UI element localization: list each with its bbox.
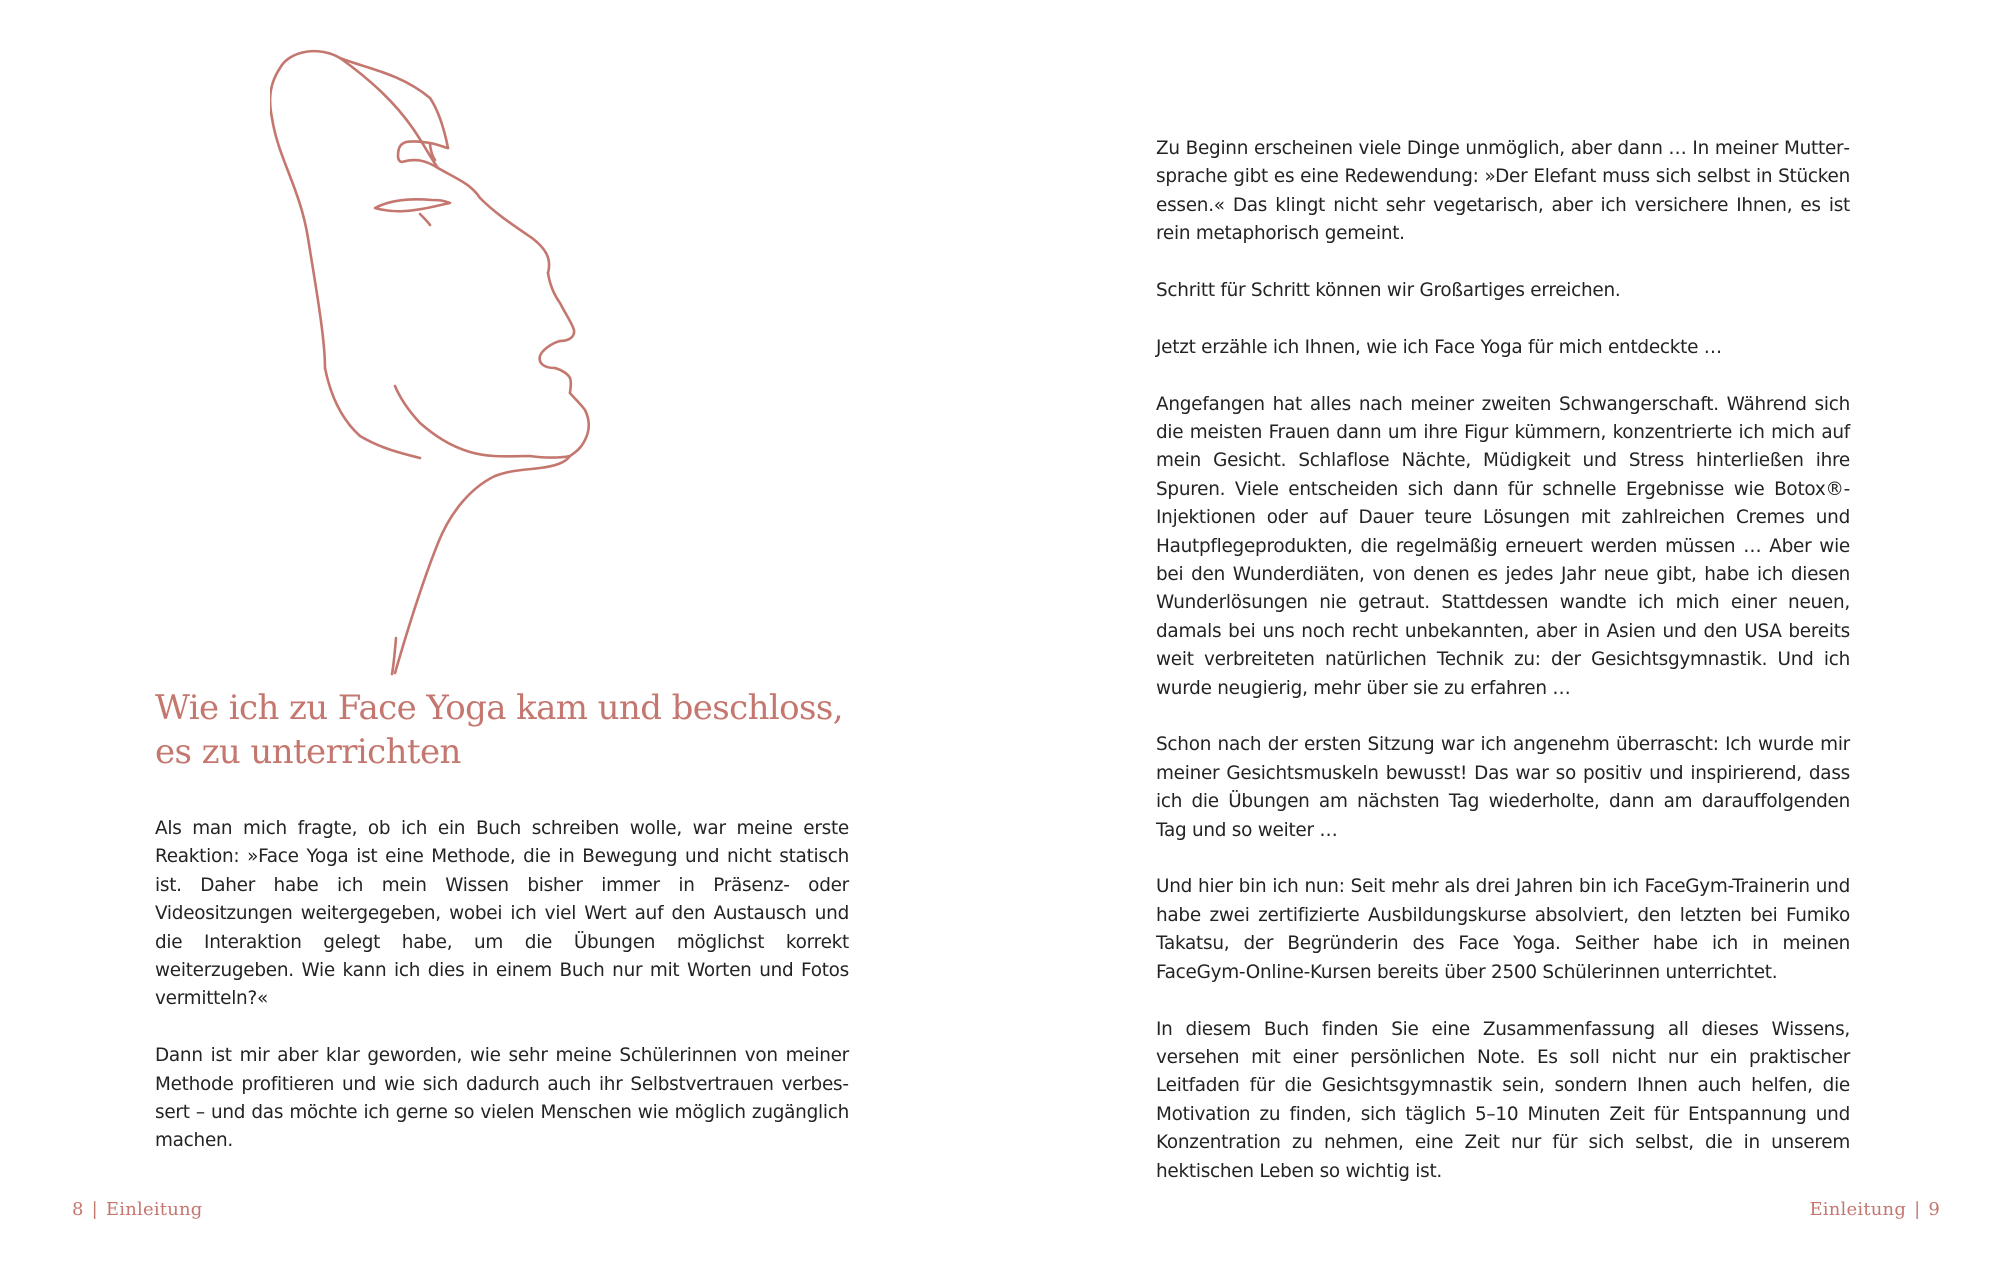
- right-page: [996, 0, 1992, 1280]
- paragraph: Dann ist mir aber klar geworden, wie sehr meine Schülerinnen von meiner Methode profitieren und wie sich dadurch auch ihr Selbstvertrauen verbessert – und das möchte ich gerne so vielen Menschen wie möglich zugänglich machen.: [155, 1045, 849, 1152]
- woman-profile-line-drawing-icon: [270, 38, 650, 678]
- paragraph: Angefangen hat alles nach meiner zweiten Schwangerschaft. Während sich die meisten Frauen dann um ihre Figur kümmern, konzentrierte ich mich auf mein Gesicht. Schlaflose Nächte, Müdigkeit und Stress hinterließen ihre Spuren. Viele entscheiden sich dann für schnelle Ergebnisse wie Botox®-Injektionen oder auf Dauer teure Lösungen mit zahlreichen Cremes und Hautpflegeprodukten, die regelmäßig erneuert werden müssen … Aber wie bei den Wunderdiäten, von denen es jedes Jahr neue gibt, habe ich diesen Wunderlösungen nie getraut. Stattdessen wandte ich mich einer neuen, damals bei uns noch recht unbekannten, aber in Asien und den USA bereits weit verbreiteten natürlichen Technik zu: der Gesichtsgymnastik. Und ich wurde neugierig, mehr über sie zu erfahren …: [1156, 393, 1850, 699]
- paragraph: Jetzt erzähle ich Ihnen, wie ich Face Yoga für mich entdeckte …: [1156, 336, 1722, 358]
- running-header-label: Einleitung: [105, 1199, 203, 1220]
- right-body-text: [1156, 135, 1850, 1214]
- paragraph: In diesem Buch finden Sie eine Zusammenfassung all dieses Wissens, versehen mit einer persönlichen Note. Es soll nicht nur ein praktischer Leitfaden für die Gesichtsgymnastik sein, sondern Ihnen auch helfen, die Motivation zu finden, sich täglich 5–10 Minuten Zeit für Entspannung und Konzentration zu nehmen, eine Zeit nur für sich selbst, die in unserem hektischen Leben so wichtig ist.: [1156, 1018, 1850, 1182]
- page-number: 9: [1928, 1199, 1940, 1220]
- paragraph: Schritt für Schritt können wir Großartiges erreichen.: [1156, 280, 1621, 302]
- left-body-text: [155, 815, 849, 1184]
- right-page-footer: [1809, 1199, 1940, 1220]
- paragraph: Als man mich fragte, ob ich ein Buch schreiben wolle, war meine erste Reaktion: »Face Yoga ist eine Methode, die in Bewegung und nicht statisch ist. Daher habe ich mein Wissen bisher immer in Präsenz- oder Videositzungen weitergegeben, wobei ich viel Wert auf den Austausch und die Interaktion gelegt habe, um die Übungen möglichst korrekt weiterzugeben. Wie kann ich dies in einem Buch nur mit Worten und Fotos vermitteln?«: [155, 818, 849, 1010]
- chapter-title-line-2: es zu unterrichten: [155, 732, 461, 772]
- page-number: 8: [72, 1199, 84, 1220]
- paragraph: Zu Beginn erscheinen viele Dinge unmöglich, aber dann … In meiner Muttersprache gibt es eine Redewendung: »Der Elefant muss sich selbst in Stücken essen.« Das klingt nicht sehr vegetarisch, aber ich versichere Ihnen, es ist rein metaphorisch gemeint.: [1156, 138, 1850, 245]
- footer-separator: |: [91, 1199, 98, 1220]
- paragraph: Schon nach der ersten Sitzung war ich angenehm überrascht: Ich wurde mir meiner Gesichtsmuskeln bewusst! Das war so positiv und inspirierend, dass ich die Übungen am nächsten Tag wiederholte, dann am darauffolgenden Tag und so weiter …: [1156, 734, 1850, 841]
- footer-separator: |: [1914, 1199, 1921, 1220]
- running-header-label: Einleitung: [1809, 1199, 1907, 1220]
- left-page-footer: [72, 1199, 203, 1220]
- chapter-title-line-1: Wie ich zu Face Yoga kam und beschloss,: [155, 688, 843, 728]
- chapter-title: [155, 686, 855, 774]
- paragraph: Und hier bin ich nun: Seit mehr als drei Jahren bin ich FaceGym-Trainerin und habe zwei zertifizierte Ausbildungskurse absolviert, den letzten bei Fumiko Takatsu, der Begründerin des Face Yoga. Seither habe ich in meinen FaceGym-Online-Kursen bereits über 2500 Schülerinnen unterrichtet.: [1156, 876, 1850, 983]
